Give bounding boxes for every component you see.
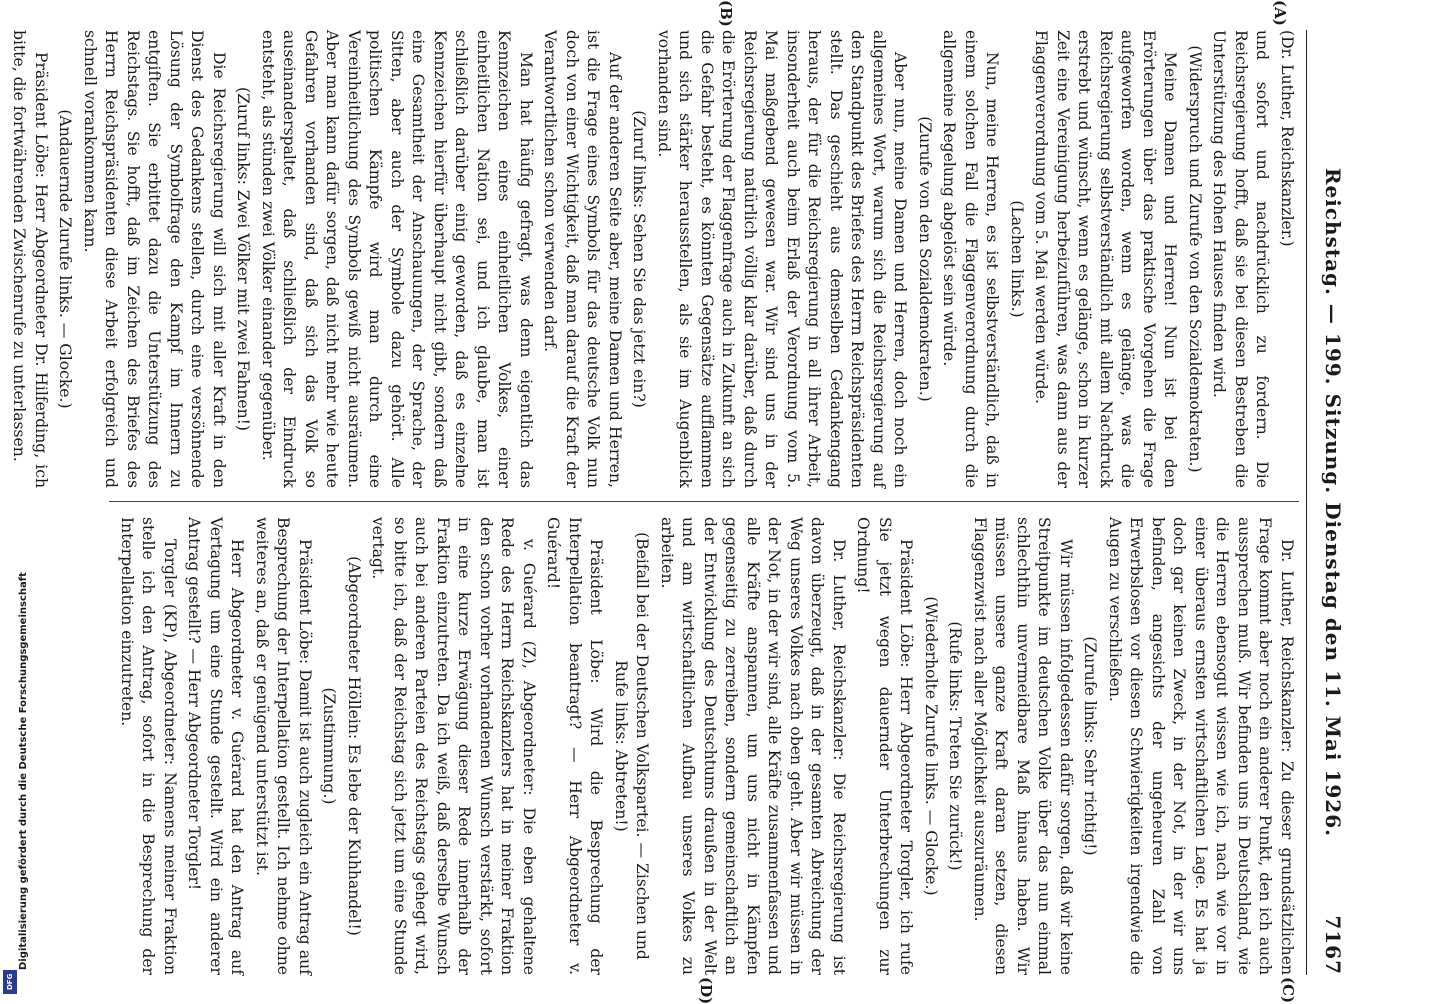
credit-text: Digitalisierung gefördert durch die Deutsche Forschungsgemeinschaft bbox=[18, 572, 29, 970]
interjection: (Zuruf links: Sehen Sie das jetzt ein?) bbox=[630, 110, 649, 408]
margin-mark-a: (A) bbox=[1271, 0, 1289, 26]
digitization-credit bbox=[2, 572, 29, 970]
paragraph: v. Guérard (Z), Abgeordneter: Die eben gehaltene Rede des Herrn Reichskanzlers hat in meiner Fraktion den schon vorher vorhandenen Wunsch verstärkt, sofort in eine kurze Erwägung dieser Rede innerhalb der Fraktion einzutreten. Da ich weiß, daß derselbe Wunsch auch bei anderen Parteien des Reichstags gehegt wird, so bitte ich, daß der Reichstag sich jetzt um eine Stunde vertagt. bbox=[369, 517, 538, 975]
paragraph: Herr Abgeordneter v. Guérard hat den Antrag auf Vertagung um eine Stunde gestellt. Wird ein anderer Antrag gestellt? — Herr Abgeordneter Torgler! bbox=[185, 517, 247, 975]
interjection: (Wiederholte Zurufe links. — Glocke.) bbox=[922, 596, 940, 896]
dfg-logo-icon: DFG bbox=[3, 970, 17, 994]
margin-mark-d: (D) bbox=[697, 977, 715, 1004]
page-number: 7167 bbox=[1321, 915, 1345, 975]
column-divider bbox=[109, 501, 1299, 502]
paragraph: Präsident Löbe: Damit ist auch zugleich ein Antrag auf Besprechung der Interpellation gestellt. Ich nehme ohne weiteres an, daß er genügend unterstützt ist. bbox=[253, 517, 314, 975]
paragraph: Man hat häufig gefragt, was denn eigentlich das Kennzeichen eines einheitlichen Volkes, einer einheitlichen Nation sei, und ich glaube, man ist schließlich darüber einig geworden, daß es einzelne Kennzeichen hierfür überhaupt nicht gibt, sondern daß eine Gesamtheit der Anschauungen, der Sprache, der Sitten, aber auch der Symbole dazu gehört. Alle politischen Kämpfe wird man durch eine Vereinheitlichung des Symbols gewiß nicht ausräumen. Aber man kann dafür sorgen, daß nicht mehr wie heute Gefahren vorhanden sind, daß sich das Volk so auseinanderspaltet, daß schließlich der Eindruck entsteht, als stünden zwei Völker einander gegenüber. bbox=[259, 30, 535, 488]
paragraph: (Dr. Luther, Reichskanzler.) bbox=[1278, 30, 1296, 247]
margin-mark-c: (C) bbox=[1279, 977, 1297, 1004]
right-column bbox=[112, 517, 1297, 975]
interjection: (Zustimmung.) bbox=[320, 687, 339, 805]
paragraph: Präsident Löbe: Herr Abgeordneter Torgler, ich rufe Sie jetzt wegen dauernder Unterbrechungen zur Ordnung! bbox=[854, 517, 916, 975]
paragraph: Dr. Luther, Reichskanzler: Die Reichsregierung ist davon überzeugt, daß in der gesamten Abreichung der Weg unseres Volkes nach oben geht. Aber wir müssen in der Not, in der wir sind, alle Kräfte zusammenfassen und alle Kräfte anspannen, um uns nicht in Kämpfen gegenseitig zu zerreiben, sondern gemeinschaftlich an der Entwicklung des Deutschtums draußen in der Welt und am wirtschaftlichen Aufbau unseres Volkes zu arbeiten. bbox=[658, 517, 848, 975]
interjection: (Zurufe von den Sozialdemokraten.) bbox=[916, 116, 934, 402]
interjection: (Lachen links.) bbox=[1008, 200, 1026, 318]
paragraph: und sofort und nachdrücklich zu fordern. Die Reichsregierung hofft, daß sie bei diesen Bestreben die Unterstützung des Hohen Hauses finden wird. bbox=[1210, 30, 1272, 488]
interjection: (Rufe links: Treten Sie zurück!) bbox=[946, 621, 965, 871]
left-column bbox=[10, 30, 1297, 488]
interjection: (Zuruf links: Zwei Völker mit zwei Fahnen!) bbox=[234, 86, 253, 431]
paragraph: Wir müssen infolgedessen dafür sorgen, daß wir keine Streitpunkte im deutschen Volke über das nun einmal schlechthin unvermeidbare Maß hinaus haben. Wir müssen unsere ganze Kraft daran setzen, diesen Flaggenzwist nach aller Möglichkeit auszuräumen. bbox=[971, 517, 1075, 975]
paragraph: Präsident Löbe: Wird die Besprechung der Interpellation beantragt? — Herr Abgeordneter v. Guérard! bbox=[544, 517, 606, 975]
page-header bbox=[1315, 30, 1345, 975]
margin-mark-b: (B) bbox=[717, 0, 735, 27]
interjection: (Abgeordneter Höllein: Es lebe der Kuhhandel!) bbox=[345, 556, 363, 936]
interjection: (Widerspruch und Zurufe von den Sozialdemokraten.) bbox=[1186, 45, 1204, 473]
paragraph: Aber nun, meine Damen und Herren, doch noch ein allgemeines Wort, warum sich die Reichsregierung auf den Standpunkt des Briefes des Herrn Reichspräsidenten stellt. Das geschieht aus demselben Gedankengang heraus, der für die Reichsregierung in all ihrer Arbeit, insonderheit auch beim Erlaß der Verordnung vom 5. Mai maßgebend gewesen war. Wir sind uns in der Reichsregierung natürlich völlig klar darüber, daß durch die Erörterung der Flaggenfrage auch in Zukunft an sich die Gefahr besteht, es könnten Gegensätze aufflammen und sich stärker herausstellen, als sie im Augenblick vorhanden sind. bbox=[655, 30, 910, 488]
header-rule bbox=[1306, 30, 1307, 975]
paragraph: Torgler (KP), Abgeordneter: Namens meiner Fraktion stelle ich den Antrag, sofort in die Besprechung der Interpellation einzutreten. bbox=[118, 517, 179, 975]
paragraph: Meine Damen und Herren! Nun ist bei den Erörterungen über das praktische Vorgehen die Frage aufgeworfen worden, wenn es gelänge, was die Reichsregierung selbstverständlich mit allem Nachdruck erstrebt und wünscht, wenn es gelänge, schon in kurzer Zeit eine Vereinigung herbeizuführen, was dann aus der Flaggenverordnung vom 5. Mai werden würde. bbox=[1032, 30, 1180, 488]
paragraph: Nun, meine Herren, es ist selbstverständlich, daß in einem solchen Fall die Flaggenverordnung durch die allgemeine Regelung abgelöst sein würde. bbox=[940, 30, 1002, 488]
header-title: Reichstag. — 199. Sitzung. Dienstag den 11. Mai 1926. bbox=[1321, 167, 1345, 838]
interjection: (Beifall bei der Deutschen Volkspartei. — Zischen und Rufe links: Abtreten!) bbox=[612, 532, 652, 960]
paragraph: Präsident Löbe: Herr Abgeordneter Dr. Hilferding, ich bitte, die fortwährenden Zwischenrufe zu unterlassen. bbox=[10, 30, 50, 488]
interjection: (Zurufe links: Sehr richtig!) bbox=[1081, 636, 1100, 856]
paragraph: Dr. Luther, Reichskanzler: Zu dieser grundsätzlichen Frage kommt aber noch ein anderer Punkt, den ich auch aussprechen muß. Wir befinden uns in Deutschland, wie die Herren ebensogut wissen wie ich, nach wie vor in einer überaus ernsten wirtschaftlichen Lage. Es hat ja doch gar keinen Zweck, in der Not, in der wir uns befinden, angesichts der ungeheuren Zahl von Erwerbslosen vor diesen Schwierigkeiten irgendwie die Augen zu verschließen. bbox=[1106, 517, 1296, 975]
paragraph: Die Reichsregierung will sich mit aller Kraft in den Dienst des Gedankens stellen, durch eine versöhnende Lösung der Symbolfrage den Kampf im Innern zu entgiften. Sie erbittet dazu die Unterstützung des Reichstags. Sie hofft, daß im Zeichen des Briefes des Herrn Reichspräsidenten diese Arbeit erfolgreich und schnell vorankommen kann. bbox=[81, 30, 228, 488]
paragraph: Auf der anderen Seite aber, meine Damen und Herren, ist die Frage eines Symbols für das deutsche Volk nun doch von einer Wichtigkeit, daß man darauf die Kraft der Verantwortlichen schon verwenden darf. bbox=[541, 30, 624, 488]
interjection: (Andauernde Zurufe links. — Glocke.) bbox=[56, 109, 75, 409]
